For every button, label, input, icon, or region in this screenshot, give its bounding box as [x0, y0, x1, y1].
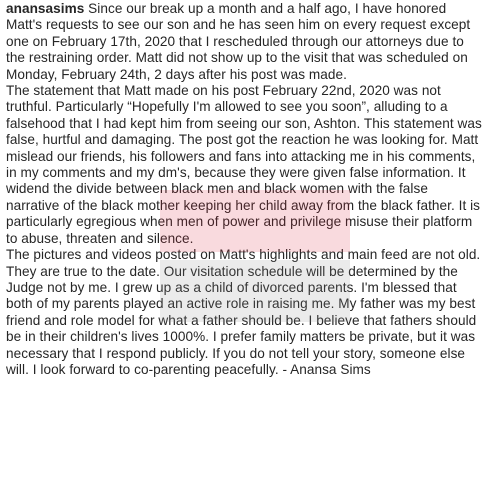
caption-text-1: Since our break up a month and a half ago, I have honored Matt's requests to see our son and he has seen him on every request except one on February 17th, 2020 that I rescheduled through our attorneys due to the restraining order. Matt did not show up to the visit that was scheduled on Monday, February 24th, 2 days after his post was made.: [6, 1, 471, 82]
username-link[interactable]: anansasims: [6, 1, 85, 16]
caption-paragraph-3: [6, 247, 485, 378]
caption-text-2: The statement that Matt made on his post February 22nd, 2020 was not truthful. Particularly “Hopefully I'm allowed to see you soon”, alluding to a falsehood that I had kept him from seeing our son, Ashton. This statement was false, hurtful and damaging. The post got the reaction he was looking for. Matt mislead our friends, his followers and fans into attacking me in his comments, in my comments and my dm's, because they were given false information. It widend the divide between black men and black women with the false narrative of the black mother keeping her child away from the black father. It is particularly egregious when men of power and privilege misuse their platform to abuse, threaten and silence.: [6, 83, 482, 246]
caption-paragraph-1: [6, 1, 485, 83]
post-caption: [6, 1, 485, 378]
caption-text-3: The pictures and videos posted on Matt's highlights and main feed are not old. They are true to the date. Our visitation schedule will be determined by the Judge not by me. I grew up as a child of divorced parents. I'm blessed that both of my parents played an active role in raising me. My father was my best friend and role model for what a father should be. I believe that fathers should be in their children's lives 1000%. I prefer family matters be private, but it was necessary that I respond publicly. If you do not tell your story, someone else will. I look forward to co-parenting peacefully. - Anansa Sims: [6, 247, 481, 377]
caption-paragraph-2: [6, 83, 485, 247]
